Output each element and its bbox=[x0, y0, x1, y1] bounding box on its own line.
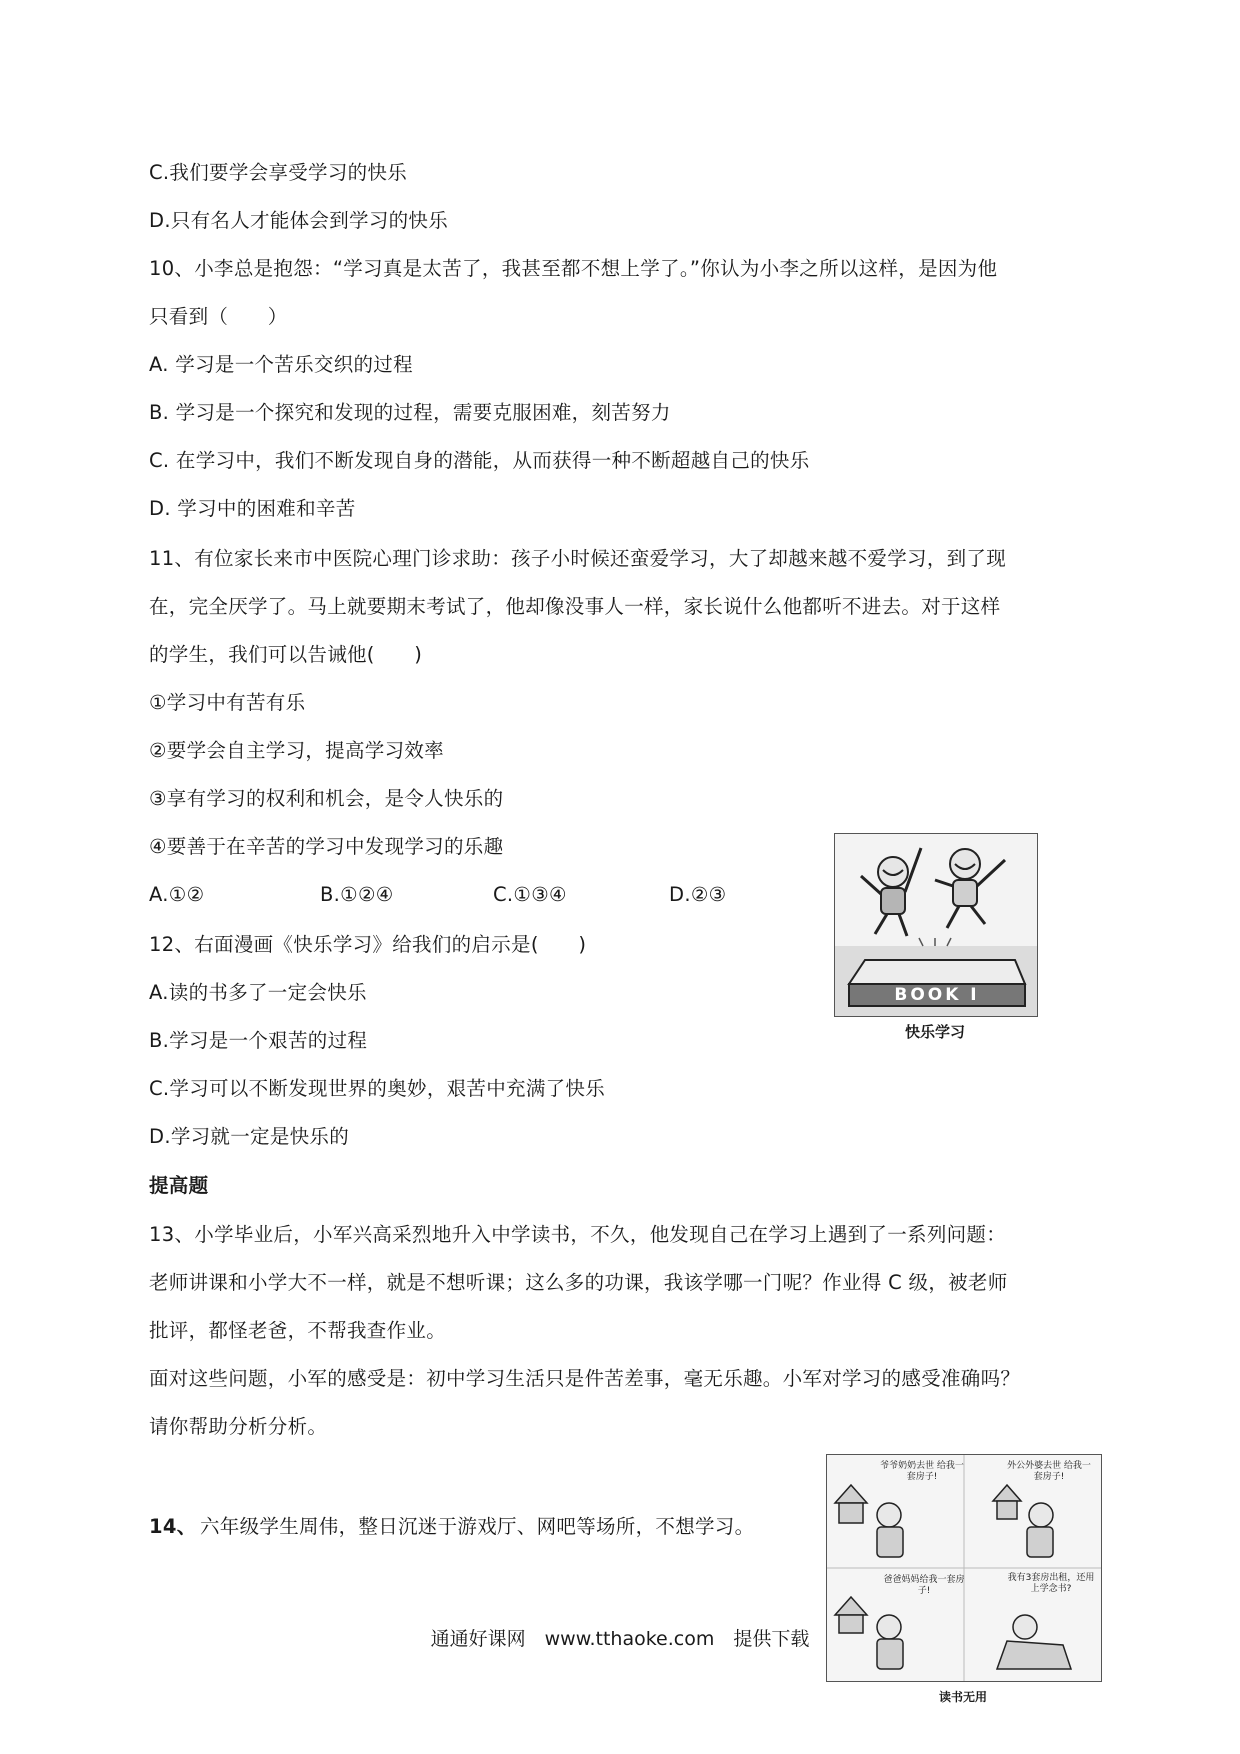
q10-option-b: B. 学习是一个探究和发现的过程，需要克服困难，刻苦努力 bbox=[149, 401, 671, 424]
q9-option-c: C.我们要学会享受学习的快乐 bbox=[149, 161, 408, 184]
q12-option-a: A.读的书多了一定会快乐 bbox=[149, 981, 367, 1004]
q10-stem-line-1: 10、小李总是抱怨：“学习真是太苦了，我甚至都不想上学了。”你认为小李之所以这样，是因为他 bbox=[149, 257, 998, 280]
q11-stem-line-1: 11、有位家长来市中医院心理门诊求助：孩子小时候还蛮爱学习，大了却越来越不爱学习，到了现 bbox=[149, 547, 1007, 570]
q11-stem-line-3: 的学生，我们可以告诫他( ) bbox=[149, 643, 423, 666]
q9-option-d: D.只有名人才能体会到学习的快乐 bbox=[149, 209, 449, 232]
q12-stem: 12、右面漫画《快乐学习》给我们的启示是( ) bbox=[149, 933, 587, 956]
reading-useless-caption: 读书无用 bbox=[938, 1690, 987, 1704]
q11-item-2: ②要学会自主学习，提高学习效率 bbox=[149, 739, 444, 762]
q14-text: 六年级学生周伟，整日沉迷于游戏厅、网吧等场所，不想学习。 bbox=[200, 1515, 755, 1538]
q13-line-3: 批评，都怪老爸，不帮我查作业。 bbox=[149, 1319, 447, 1342]
q13-line-5: 请你帮助分析分析。 bbox=[149, 1415, 328, 1438]
q13-line-1: 13、小学毕业后，小军兴高采烈地升入中学读书，不久，他发现自己在学习上遇到了一系列问题： bbox=[149, 1223, 1007, 1246]
q14-number: 14、 bbox=[149, 1515, 197, 1538]
q11-item-1: ①学习中有苦有乐 bbox=[149, 691, 306, 714]
q10-option-d: D. 学习中的困难和辛苦 bbox=[149, 497, 356, 520]
q11-item-4: ④要善于在辛苦的学习中发现学习的乐趣 bbox=[149, 835, 504, 858]
happy-learning-caption: 快乐学习 bbox=[904, 1023, 965, 1041]
bubble-grandparents: 爷爷奶奶去世 给我一套房子! bbox=[880, 1461, 964, 1482]
page-footer: 通通好课网 www.tthaoke.com 提供下载 bbox=[430, 1628, 810, 1650]
q10-option-a: A. 学习是一个苦乐交织的过程 bbox=[149, 353, 413, 376]
happy-learning-cartoon bbox=[834, 833, 1038, 1017]
q13-line-4: 面对这些问题，小军的感受是：初中学习生活只是件苦差事，毫无乐趣。小军对学习的感受准确吗？ bbox=[149, 1367, 1021, 1390]
q11-option-a: A.①② bbox=[149, 883, 205, 906]
q12-option-c: C.学习可以不断发现世界的奥妙，艰苦中充满了快乐 bbox=[149, 1077, 606, 1100]
q11-option-d: D.②③ bbox=[669, 883, 727, 906]
q11-options-row bbox=[149, 881, 769, 909]
q10-stem-line-2: 只看到（ ） bbox=[149, 305, 288, 328]
q11-option-c: C.①③④ bbox=[493, 883, 567, 906]
bubble-three-houses: 我有3套房出租，还用上学念书? bbox=[1007, 1573, 1095, 1594]
q12-option-d: D.学习就一定是快乐的 bbox=[149, 1125, 350, 1148]
book-spine-text: BOOK I bbox=[894, 985, 980, 1005]
section-heading: 提高题 bbox=[149, 1174, 209, 1197]
q11-item-3: ③享有学习的权利和机会，是令人快乐的 bbox=[149, 787, 504, 810]
q11-option-b: B.①②④ bbox=[320, 883, 394, 906]
bubble-maternal-grandparents: 外公外婆去世 给我一套房子! bbox=[1007, 1461, 1091, 1482]
bubble-parents: 爸爸妈妈给我一套房子! bbox=[883, 1575, 965, 1596]
q11-stem-line-2: 在，完全厌学了。马上就要期末考试了，他却像没事人一样，家长说什么他都听不进去。对于这样 bbox=[149, 595, 1001, 618]
q10-option-c: C. 在学习中，我们不断发现自身的潜能，从而获得一种不断超越自己的快乐 bbox=[149, 449, 810, 472]
q13-line-2: 老师讲课和小学大不一样，就是不想听课；这么多的功课，我该学哪一门呢？作业得 C 级，被老师 bbox=[149, 1271, 1008, 1294]
q12-option-b: B.学习是一个艰苦的过程 bbox=[149, 1029, 368, 1052]
